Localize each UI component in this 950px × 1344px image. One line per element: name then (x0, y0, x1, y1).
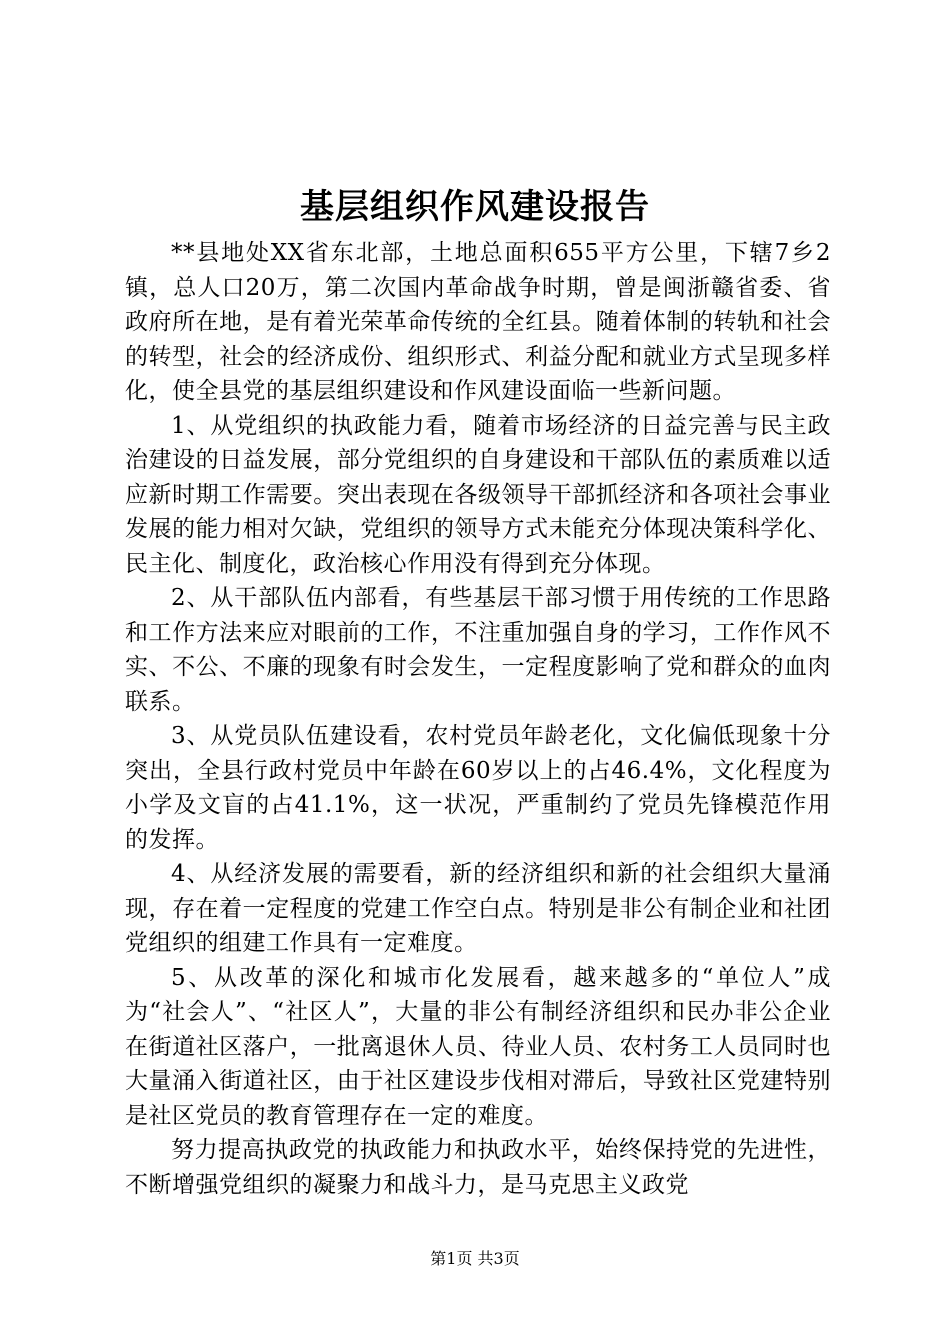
paragraph-point-2: 2、从干部队伍内部看，有些基层干部习惯于用传统的工作思路和工作方法来应对眼前的工作，不注重加强自身的学习，工作作风不实、不公、不廉的现象有时会发生，一定程度影响了党和群众的血肉联系。 (125, 585, 831, 715)
document-title: 基层组织作风建设报告 (300, 187, 650, 227)
document-body (125, 236, 831, 1202)
paragraph-point-3: 3、从党员队伍建设看，农村党员年龄老化，文化偏低现象十分突出，全县行政村党员中年龄在60岁以上的占46.4%，文化程度为小学及文盲的占41.1%，这一状况，严重制约了党员先锋模范作用的发挥。 (125, 723, 831, 853)
paragraph-conclusion: 努力提高执政党的执政能力和执政水平，始终保持党的先进性，不断增强党组织的凝聚力和战斗力，是马克思主义政党 (125, 1137, 831, 1198)
paragraph-point-4: 4、从经济发展的需要看，新的经济组织和新的社会组织大量涌现，存在着一定程度的党建工作空白点。特别是非公有制企业和社团党组织的组建工作具有一定难度。 (125, 861, 831, 956)
page-number-footer: 第1页 共3页 (430, 1249, 520, 1268)
paragraph-intro: **县地处XX省东北部，土地总面积655平方公里，下辖7乡2镇，总人口20万，第二次国内革命战争时期，曾是闽浙赣省委、省政府所在地，是有着光荣革命传统的全红县。随着体制的转轨和社会的转型，社会的经济成份、组织形式、利益分配和就业方式呈现多样化，使全县党的基层组织建设和作风建设面临一些新问题。 (125, 240, 831, 404)
paragraph-point-5: 5、从改革的深化和城市化发展看，越来越多的“单位人”成为“社会人”、“社区人”，大量的非公有制经济组织和民办非公企业在街道社区落户，一批离退休人员、待业人员、农村务工人员同时也大量涌入街道社区，由于社区建设步伐相对滞后，导致社区党建特别是社区党员的教育管理存在一定的难度。 (125, 964, 831, 1129)
paragraph-point-1: 1、从党组织的执政能力看，随着市场经济的日益完善与民主政治建设的日益发展，部分党组织的自身建设和干部队伍的素质难以适应新时期工作需要。突出表现在各级领导干部抓经济和各项社会事业发展的能力相对欠缺，党组织的领导方式未能充分体现决策科学化、民主化、制度化，政治核心作用没有得到充分体现。 (125, 412, 831, 577)
